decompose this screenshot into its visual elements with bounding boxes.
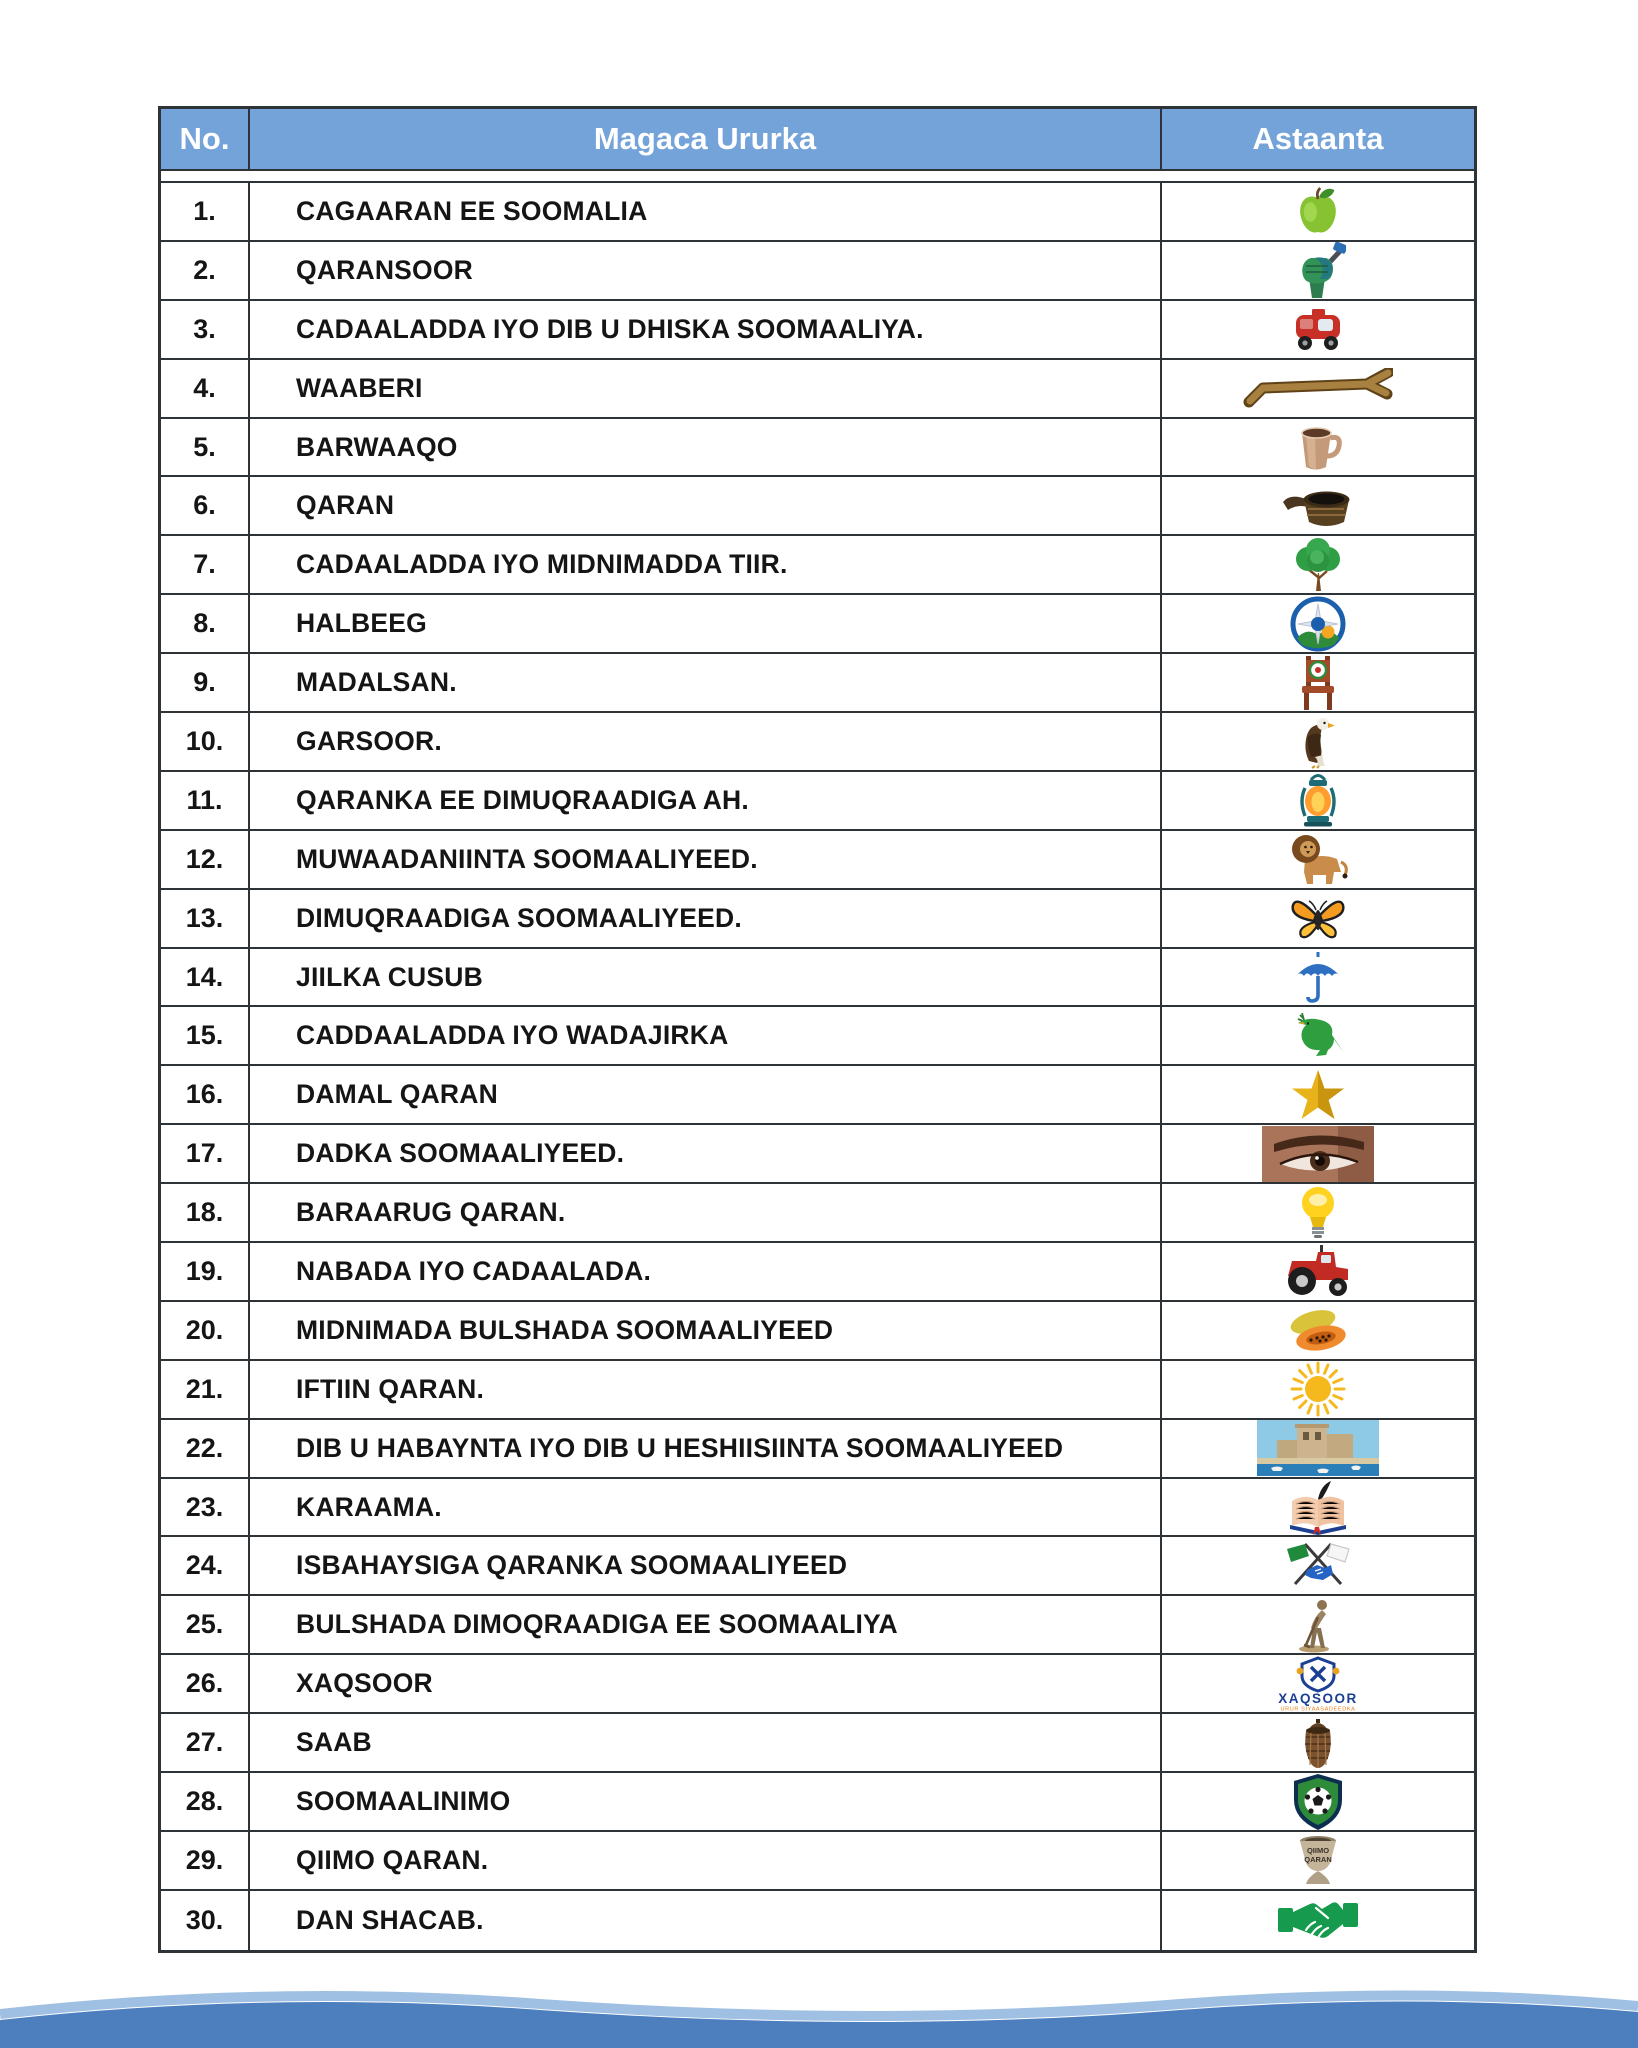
symbol-cell [1162,595,1474,652]
symbol-cell [1162,1007,1474,1064]
symbol-cell [1162,1243,1474,1300]
butterfly-icon [1289,893,1347,943]
table-row [161,1655,1474,1714]
table-row [161,1537,1474,1596]
table-row [161,242,1474,301]
compass-emblem-icon [1290,596,1346,652]
symbol-cell [1162,1537,1474,1594]
table-row [161,1714,1474,1773]
row-number: 8. [161,595,250,652]
row-number: 16. [161,1066,250,1123]
coastal-photo [1257,1420,1379,1476]
table-row [161,477,1474,536]
table-row [161,360,1474,419]
row-number: 30. [161,1891,250,1950]
symbol-cell [1162,1302,1474,1359]
symbol-cell [1162,477,1474,534]
symbol-cell [1162,890,1474,947]
row-number: 14. [161,949,250,1006]
xaqsoor-subtitle-text: URUR SIYAASADEEDKA [1280,1706,1356,1712]
table-row [161,1773,1474,1832]
table-row [161,301,1474,360]
dove-icon [1290,1013,1346,1059]
row-number: 3. [161,301,250,358]
party-name: MUWAADANIINTA SOOMAALIYEED. [250,831,1162,888]
party-name: SAAB [250,1714,1162,1771]
row-number: 25. [161,1596,250,1653]
row-number: 5. [161,419,250,476]
party-name: NABADA IYO CADAALADA. [250,1243,1162,1300]
row-number: 21. [161,1361,250,1418]
party-name: SOOMAALINIMO [250,1773,1162,1830]
symbol-cell [1162,713,1474,770]
party-name: QARAN [250,477,1162,534]
party-name: DIB U HABAYNTA IYO DIB U HESHIISIINTA SOOMAALIYEED [250,1420,1162,1477]
row-number: 26. [161,1655,250,1712]
party-name: GARSOOR. [250,713,1162,770]
symbol-cell [1162,831,1474,888]
row-number: 6. [161,477,250,534]
row-number: 27. [161,1714,250,1771]
table-row [161,1479,1474,1538]
table-row [161,890,1474,949]
table-row [161,1243,1474,1302]
branch-icon [1243,368,1393,408]
crossed-flags-handshake-icon [1285,1538,1351,1594]
table-row [161,949,1474,1008]
table-row [161,1832,1474,1891]
symbol-cell [1162,1832,1474,1889]
row-number: 13. [161,890,250,947]
header-separator [161,171,1474,183]
table-row [161,1125,1474,1184]
header-no: No. [161,109,250,169]
party-name: MIDNIMADA BULSHADA SOOMAALIYEED [250,1302,1162,1359]
header-name: Magaca Ururka [250,109,1162,169]
papaya-icon [1285,1307,1351,1353]
party-name: DAN SHACAB. [250,1891,1162,1950]
table-row [161,1184,1474,1243]
table-row [161,1007,1474,1066]
rickshaw-icon [1291,306,1345,352]
table-row [161,654,1474,713]
party-name: BARWAAQO [250,419,1162,476]
row-number: 15. [161,1007,250,1064]
party-name: XAQSOOR [250,1655,1162,1712]
row-number: 2. [161,242,250,299]
party-name: WAABERI [250,360,1162,417]
star-icon [1291,1069,1345,1121]
fist-hammer-icon [1290,242,1346,298]
party-name: CADAALADDA IYO DIB U DHISKA SOOMAALIYA. [250,301,1162,358]
symbol-cell [1162,1361,1474,1418]
party-name: KARAAMA. [250,1479,1162,1536]
table-row [161,1302,1474,1361]
symbol-cell [1162,1125,1474,1182]
table-row [161,536,1474,595]
party-name: QIIMO QARAN. [250,1832,1162,1889]
row-number: 29. [161,1832,250,1889]
symbol-cell [1162,360,1474,417]
table-row [161,1420,1474,1479]
mortar-text-line2: QARAN [1304,1855,1332,1865]
symbol-cell [1162,654,1474,711]
row-number: 20. [161,1302,250,1359]
row-number: 23. [161,1479,250,1536]
party-name: MADALSAN. [250,654,1162,711]
symbol-cell [1162,419,1474,476]
party-name: JIILKA CUSUB [250,949,1162,1006]
table-row [161,1596,1474,1655]
symbol-cell [1162,1891,1474,1950]
symbol-cell [1162,242,1474,299]
xaqsoor-logo [1260,1656,1376,1712]
row-number: 17. [161,1125,250,1182]
symbol-cell [1162,1066,1474,1123]
woven-vessel-icon [1295,1715,1341,1771]
tree-icon [1293,537,1343,593]
symbol-cell [1162,1714,1474,1771]
eagle-icon [1295,713,1341,769]
symbol-cell [1162,1184,1474,1241]
row-number: 9. [161,654,250,711]
umbrella-icon [1293,950,1343,1004]
party-name: CADAALADDA IYO MIDNIMADDA TIIR. [250,536,1162,593]
symbol-cell [1162,1773,1474,1830]
handshake-icon [1276,1896,1360,1944]
table-row [161,419,1474,478]
row-number: 11. [161,772,250,829]
symbol-cell [1162,301,1474,358]
tractor-icon [1280,1244,1356,1298]
table-header [161,109,1474,171]
footer-wave [0,1976,1638,2048]
row-number: 10. [161,713,250,770]
soccer-shield-icon [1291,1773,1345,1831]
symbol-cell [1162,536,1474,593]
row-number: 12. [161,831,250,888]
row-number: 1. [161,183,250,240]
header-symbol: Astaanta [1252,121,1384,156]
sun-icon [1289,1360,1347,1418]
row-number: 18. [161,1184,250,1241]
row-number: 22. [161,1420,250,1477]
symbol-cell [1162,1479,1474,1536]
symbol-cell [1162,1596,1474,1653]
party-name: ISBAHAYSIGA QARANKA SOOMAALIYEED [250,1537,1162,1594]
party-name: QARANSOOR [250,242,1162,299]
party-name: DADKA SOOMAALIYEED. [250,1125,1162,1182]
row-number: 28. [161,1773,250,1830]
mortar-text-line1: QIIMO [1306,1846,1330,1856]
wooden-ladle-icon [1280,483,1356,529]
party-name: QARANKA EE DIMUQRAADIGA AH. [250,772,1162,829]
row-number: 24. [161,1537,250,1594]
symbol-cell [1162,772,1474,829]
farmer-icon [1296,1597,1340,1653]
party-name: CADDAALADDA IYO WADAJIRKA [250,1007,1162,1064]
table-row [161,1891,1474,1950]
party-name: CAGAARAN EE SOOMALIA [250,183,1162,240]
mug-icon [1294,421,1342,473]
party-name: DAMAL QARAN [250,1066,1162,1123]
table-row [161,772,1474,831]
table-row [161,831,1474,890]
eye-photo [1262,1126,1374,1182]
table-row [161,713,1474,772]
table-row [161,183,1474,242]
xaqsoor-title-text: XAQSOOR [1278,1690,1358,1706]
table-row [161,1066,1474,1125]
party-name: DIMUQRAADIGA SOOMAALIYEED. [250,890,1162,947]
table-row [161,595,1474,654]
party-name: HALBEEG [250,595,1162,652]
lightbulb-icon [1299,1185,1337,1241]
row-number: 7. [161,536,250,593]
chair-icon [1297,655,1339,711]
row-number: 4. [161,360,250,417]
party-name: BULSHADA DIMOQRAADIGA EE SOOMAALIYA [250,1596,1162,1653]
symbol-cell [1162,183,1474,240]
symbol-cell [1162,1420,1474,1477]
table-row [161,1361,1474,1420]
symbol-cell [1162,1655,1474,1712]
apple-icon [1296,187,1340,235]
symbol-cell [1162,949,1474,1006]
mortar-icon [1295,1832,1341,1888]
parties-table [158,106,1477,1953]
party-name: IFTIIN QARAN. [250,1361,1162,1418]
row-number: 19. [161,1243,250,1300]
lantern-icon [1297,772,1339,828]
book-quill-icon [1285,1479,1351,1535]
lion-icon [1285,832,1351,886]
party-name: BARAARUG QARAN. [250,1184,1162,1241]
